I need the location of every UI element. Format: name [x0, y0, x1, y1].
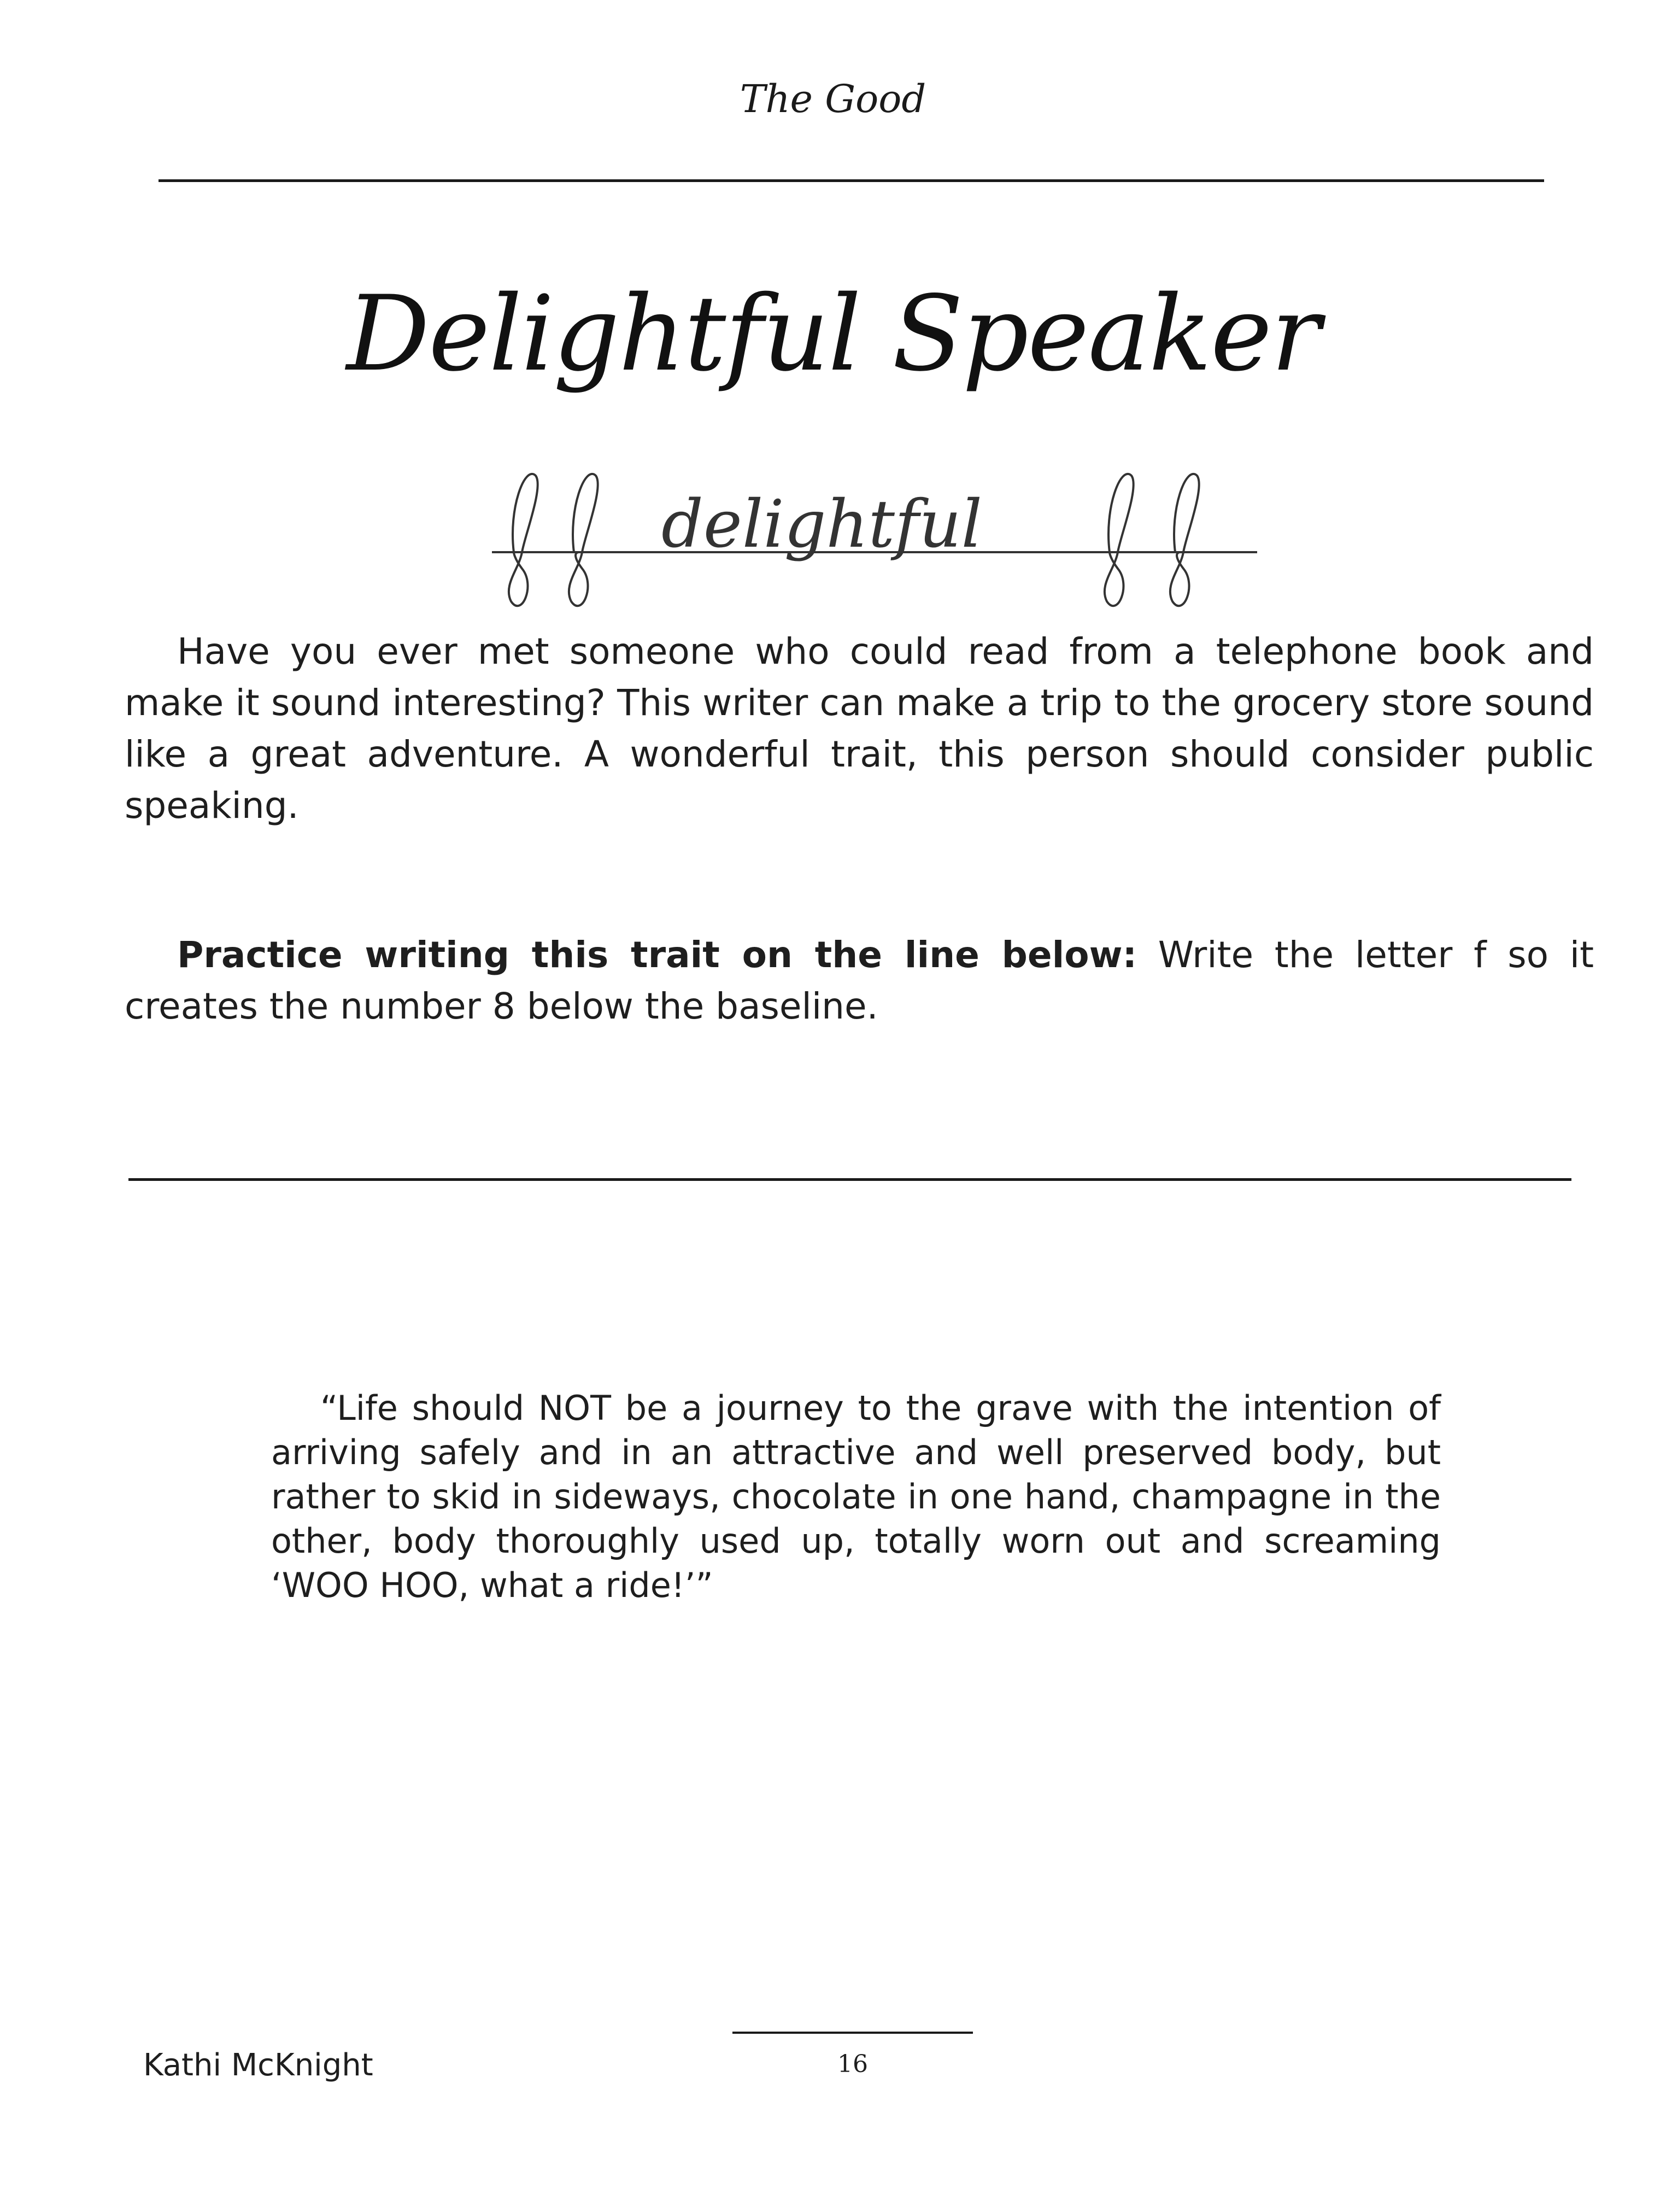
practice-instruction: Write the letter f so it creates the number 8 below the baseline.	[125, 934, 1594, 1027]
closing-quote: “Life should NOT be a journey to the grave with the intention of arriving safely and in an attractive and well preserved body, but rather to skid in sideways, chocolate in one hand, champagne in the other, body thoroughly used up, totally worn out and screaming ‘WOO HOO, what a ride!’”	[271, 1388, 1441, 1605]
page-number: 16	[837, 2050, 868, 2078]
header-rule	[159, 179, 1544, 182]
f-figure-eight-icon	[1105, 474, 1199, 606]
practice-instructions	[125, 929, 1594, 1032]
f-figure-eight-icon	[509, 474, 598, 606]
footer-author: Kathi McKnight	[143, 2047, 373, 2083]
handwriting-sample	[492, 459, 1257, 623]
practice-line	[128, 1178, 1571, 1181]
trait-description: Have you ever met someone who could read from a telephone book and make it sound interesting? This writer can make a trip to the grocery store sound like a great adventure. A wonderful trait, this person should consider public speaking.	[125, 630, 1594, 827]
page-title: Delightful Speaker	[346, 273, 1320, 394]
practice-label: Practice writing this trait on the line below:	[177, 934, 1137, 976]
running-header: The Good	[740, 77, 926, 121]
footer-rule	[732, 2032, 973, 2034]
sample-word: delightful	[661, 487, 982, 563]
